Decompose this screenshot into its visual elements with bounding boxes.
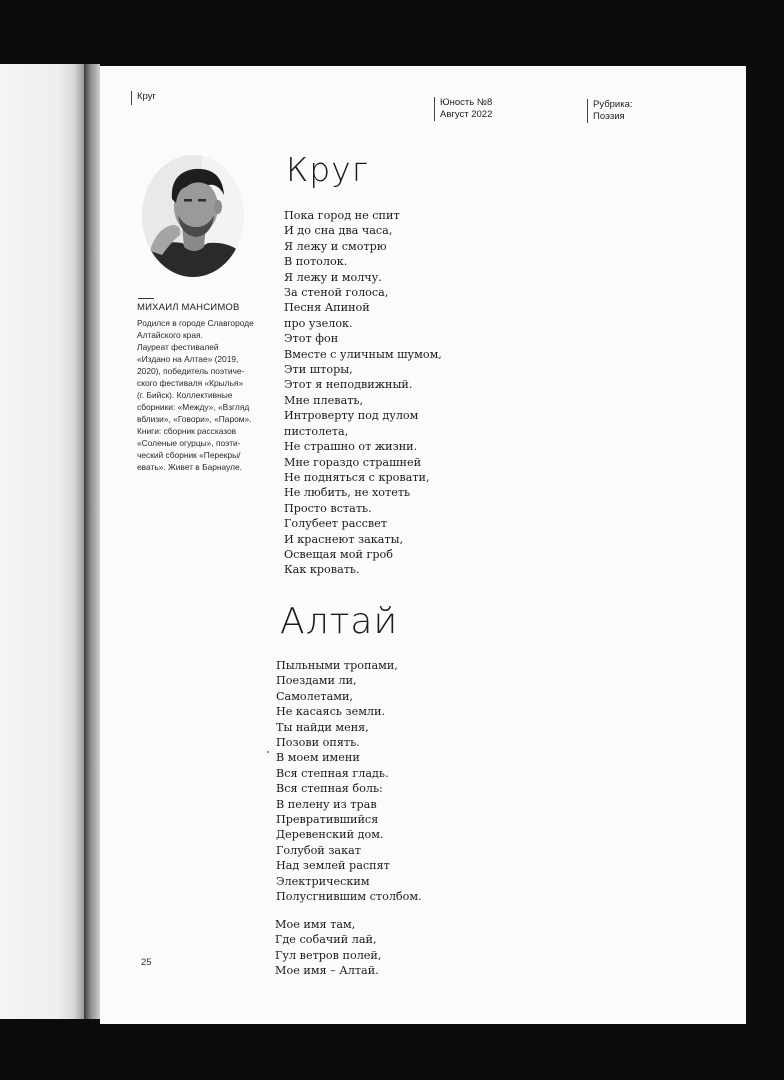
poem-line: Превратившийся (276, 813, 379, 827)
bio-line: 2020), победитель поэтиче- (137, 366, 245, 376)
bio-line: «Издано на Алтае» (2019, (137, 354, 239, 364)
poem-line: Позови опять. (276, 736, 360, 750)
poem-line: Самолетами, (276, 689, 353, 703)
poem-krug-text (284, 208, 442, 578)
poem-line: Деревенский дом. (276, 828, 384, 842)
bio-line: вблизи», «Говори», «Паром». (137, 414, 252, 424)
poem-line: Мое имя – Алтай. (275, 964, 379, 978)
poem-line: Не касаясь земли. (276, 705, 386, 719)
poem-line: И краснеют закаты, (284, 532, 404, 546)
poem-line: про узелок. (284, 316, 353, 330)
poem-line: В потолок. (284, 255, 348, 269)
poem-line: Пока город не спит (284, 209, 400, 222)
header-issue (434, 97, 492, 121)
bio-line: евать». Живет в Барнауле. (137, 462, 242, 472)
poem-line: Где собачий лай, (275, 933, 377, 947)
poem-line: За стеной голоса, (284, 286, 389, 300)
author-bio (137, 317, 262, 473)
issue-date: Август 2022 (440, 109, 493, 120)
poem-altai-stanza2 (275, 917, 381, 979)
poem-line: Песня Апиной (284, 301, 370, 315)
poem-line: Ты найди меня, (276, 720, 369, 734)
author-photo-icon (142, 155, 244, 277)
poem-title-altai: Алтай (280, 601, 399, 642)
poem-line: Не страшно от жизни. (284, 440, 418, 454)
rubric-label: Рубрика: (593, 99, 633, 110)
poem-line: Этот фон (284, 332, 339, 346)
poem-line: Вся степная боль: (276, 782, 383, 796)
poem-line: Голубой закат (276, 843, 361, 857)
header-section (131, 91, 156, 105)
poem-line: Мне гораздо страшней (284, 455, 422, 469)
poem-line: Не подняться с кровати, (284, 470, 430, 484)
poem-line: Этот я неподвижный. (284, 378, 413, 392)
poem-line: Я лежу и молчу. (284, 270, 382, 284)
author-portrait (142, 155, 244, 277)
bio-line: Родился в городе Славгороде (137, 318, 254, 328)
print-speck (267, 751, 269, 753)
bio-line: ческий сборник «Перекры/ (137, 450, 241, 460)
book-spine (84, 64, 100, 1019)
bio-line: ского фестиваля «Крылья» (137, 378, 244, 388)
poem-line: Мое имя там, (275, 918, 356, 931)
bio-line: сборники: «Между», «Взгляд (137, 402, 250, 412)
poem-line: Электрическим (276, 874, 370, 888)
poem-line: Просто встать. (284, 501, 372, 515)
poem-line: Над землей распят (276, 859, 390, 873)
rubric-value: Поэзия (593, 111, 625, 122)
poem-line: Голубеет рассвет (284, 517, 388, 531)
poem-line: пистолета, (284, 424, 349, 438)
poem-line: Вместе с уличным шумом, (284, 347, 442, 361)
poem-line: В пелену из трав (276, 797, 377, 811)
bio-line: Лауреат фестивалей (137, 342, 219, 352)
author-rule (138, 298, 154, 299)
poem-line: Гул ветров полей, (275, 948, 382, 962)
poem-line: Эти шторы, (284, 363, 353, 377)
poem-line: Освещая мой гроб (284, 547, 393, 561)
poem-line: Не любить, не хотеть (284, 486, 411, 500)
bio-line: «Соленые огурцы», поэти- (137, 438, 241, 448)
poem-line: В моем имени (276, 751, 360, 765)
magazine-page (100, 66, 746, 1024)
poem-line: Поездами ли, (276, 674, 357, 688)
poem-line: Вся степная гладь. (276, 766, 389, 780)
poem-altai-text (276, 658, 422, 905)
issue-number: Юность №8 (440, 97, 493, 108)
bio-line: (г. Бийск). Коллективные (137, 390, 233, 400)
header-section-label: Круг (137, 91, 156, 102)
bio-line: Книги: сборник рассказов (137, 426, 237, 436)
poem-line: И до сна два часа, (284, 224, 393, 238)
poem-line: Мне плевать, (284, 393, 364, 407)
poem-line: Интроверту под дулом (284, 409, 419, 423)
poem-line: Я лежу и смотрю (284, 239, 387, 253)
bio-line: Алтайского края. (137, 330, 203, 340)
poem-line: Полусгнившим столбом. (276, 890, 422, 904)
poem-title-krug: Круг (286, 150, 369, 189)
facing-page-edge (0, 64, 84, 1019)
page-number: 25 (141, 957, 152, 968)
author-name: МИХАИЛ МАНСИМОВ (137, 302, 240, 313)
poem-line: Как кровать. (284, 563, 360, 577)
poem-line: Пыльными тропами, (276, 659, 398, 672)
header-rubric (587, 99, 633, 123)
